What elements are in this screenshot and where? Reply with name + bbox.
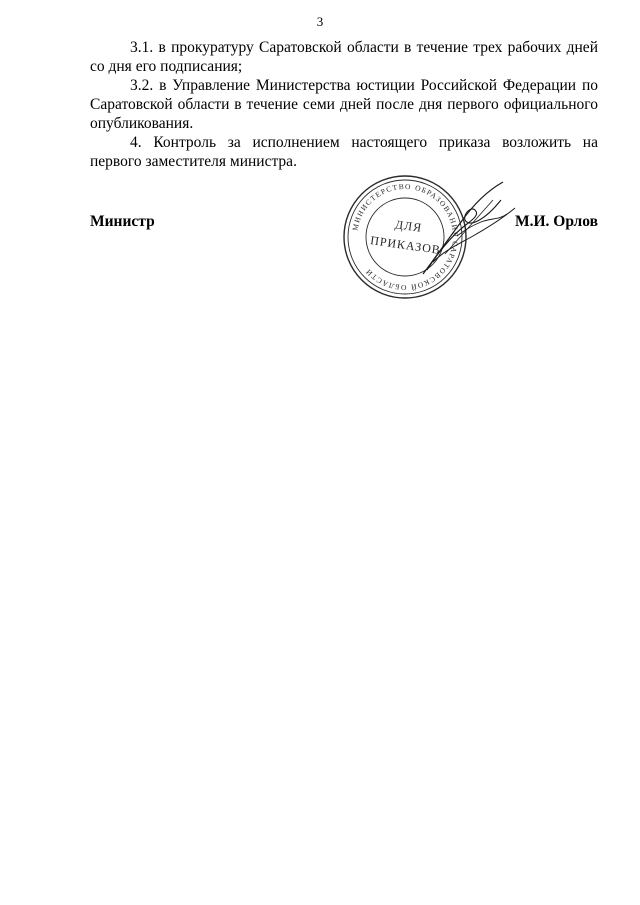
paragraph-3-2: 3.2. в Управление Министерства юстиции Российской Федерации по Саратовской области в течение семи дней после дня первого официального опубликования. xyxy=(90,77,598,132)
seal-center-text-2: ПРИКАЗОВ xyxy=(369,233,442,257)
page-number: 3 xyxy=(316,14,324,29)
signatory-name: М.И. Орлов xyxy=(514,213,598,230)
seal-ring-text: МИНИСТЕРСТВО ОБРАЗОВАНИЯ САРАТОВСКОЙ ОБЛАСТИ xyxy=(350,181,461,293)
signature-block xyxy=(90,213,598,233)
paragraph-3-1: 3.1. в прокуратуру Саратовской области в течение трех рабочих дней со дня его подписания; xyxy=(90,39,598,75)
paragraph-4: 4. Контроль за исполнением настоящего приказа возложить на первого заместителя министра. xyxy=(90,134,598,170)
document-body xyxy=(90,38,598,171)
signatory-title: Министр xyxy=(90,213,155,230)
seal-center-text-1: ДЛЯ xyxy=(394,217,424,235)
